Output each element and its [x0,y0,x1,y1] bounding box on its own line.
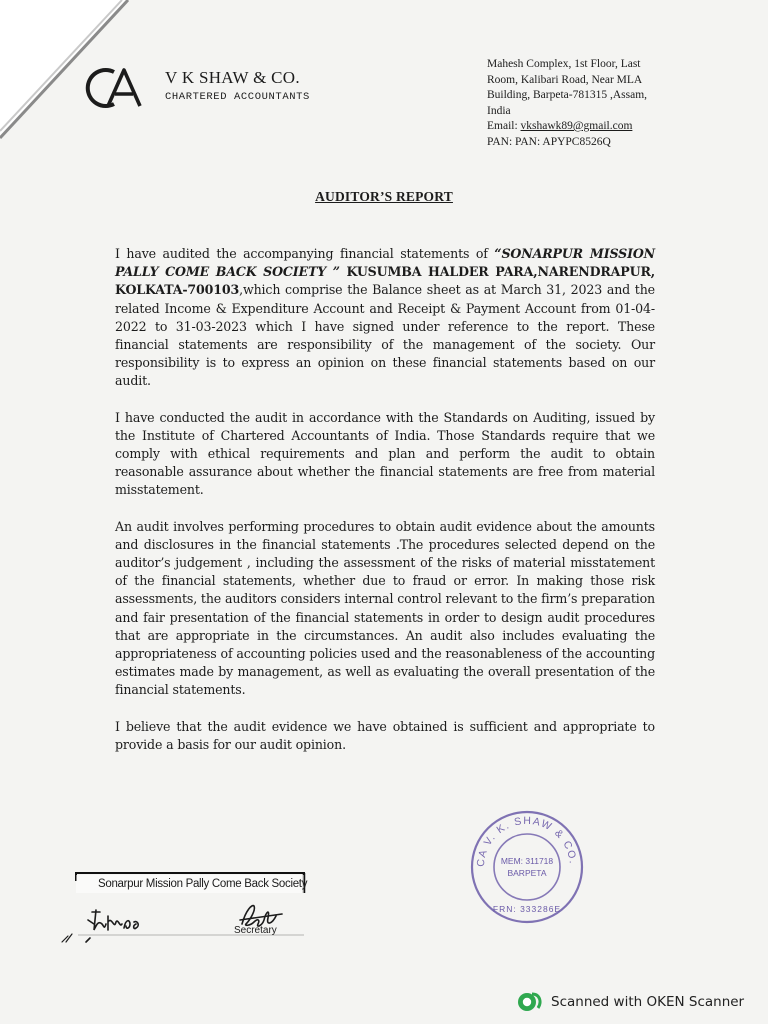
address-line: Mahesh Complex, 1st Floor, Last [487,58,641,70]
secretary-label: Secretary [234,925,277,936]
p1-entity-name: “SONARPUR MISSION PALLY COME BACK SOCIETY ” [115,246,655,280]
report-body [115,245,655,772]
secretary-signature [240,906,282,926]
report-title-row [0,186,768,205]
address-line: Building, Barpeta-781315 ,Assam, [487,89,648,101]
address-line: India [487,104,511,117]
stamp-ring-text: CA V. K. SHAW & CO. [474,814,579,868]
scanner-watermark [516,990,744,1014]
signatures [60,890,300,950]
email-label: Email: [487,120,521,132]
pan-line: PAN: PAN: APYPC8526Q [487,135,611,148]
stamp-mem-no: MEM: 311718 [500,856,554,866]
p1-entity-address: KUSUMBA HALDER PARA,NARENDRAPUR, KOLKATA-700103 [115,264,656,298]
ca-logo-text: CA [84,64,86,65]
president-signature [62,910,138,942]
paragraph-scope [115,245,655,391]
p1-intro: I have audited the accompanying financial statements of [115,246,495,261]
firm-address-block [487,57,677,150]
address-line: Room, Kalibari Road, Near MLA [487,73,643,86]
firm-name: V K SHAW & CO. [165,68,300,87]
email-line [487,119,677,135]
society-stamp-name: Sonarpur Mission Pally Come Back Society [98,878,308,890]
scanner-logo-icon [516,990,542,1014]
firm-round-stamp [468,808,586,926]
ca-logo-icon [84,64,146,112]
stamp-place: BARPETA [507,868,547,878]
paragraph-procedures: An audit involves performing procedures to obtain audit evidence about the amounts and disclosures in the financial statements .The procedures selected depend on the auditor’s judgement , including the assessment of the risks of material misstatement of the financial statements, whether due to fraud or error. In making those risk assessments, the auditors considers internal control relevant to the firm’s preparation and fair presentation of the financial statements in order to design audit procedures that are appropriate in the circumstances. An audit also includes evaluating the appropriateness of accounting policies used and the reasonableness of the accounting estimates made by management, as well as evaluating the overall presentation of the financial statements. [115,518,655,698]
scanner-label: Scanned with OKEN Scanner [551,994,745,1010]
p1-rest: ,which comprise the Balance sheet as at March 31, 2023 and the related Income & Expenditure Account and Receipt & Payment Account from 01-04-2022 to 31-03-2023 which I have signed under reference to the report. These financial statements are responsibility of the management of the society. Our responsibility is to express an opinion on these financial statements based on our audit. [115,282,655,389]
stamp-frn: FRN: 333286E [492,904,562,914]
report-title: AUDITOR’S REPORT [315,189,453,204]
firm-subtitle: CHARTERED ACCOUNTANTS [165,91,310,103]
paragraph-opinion-basis: I believe that the audit evidence we have obtained is sufficient and appropriate to provide a basis for our audit opinion. [115,718,655,752]
email-link[interactable]: vkshawk89@gmail.com [520,120,633,132]
paragraph-standards: I have conducted the audit in accordance with the Standards on Auditing, issued by the Institute of Chartered Accountants of India. Those Standards require that we comply with ethical requirements and plan and perform the audit to obtain reasonable assurance about whether the financial statements are free from material misstatement. [115,409,655,498]
